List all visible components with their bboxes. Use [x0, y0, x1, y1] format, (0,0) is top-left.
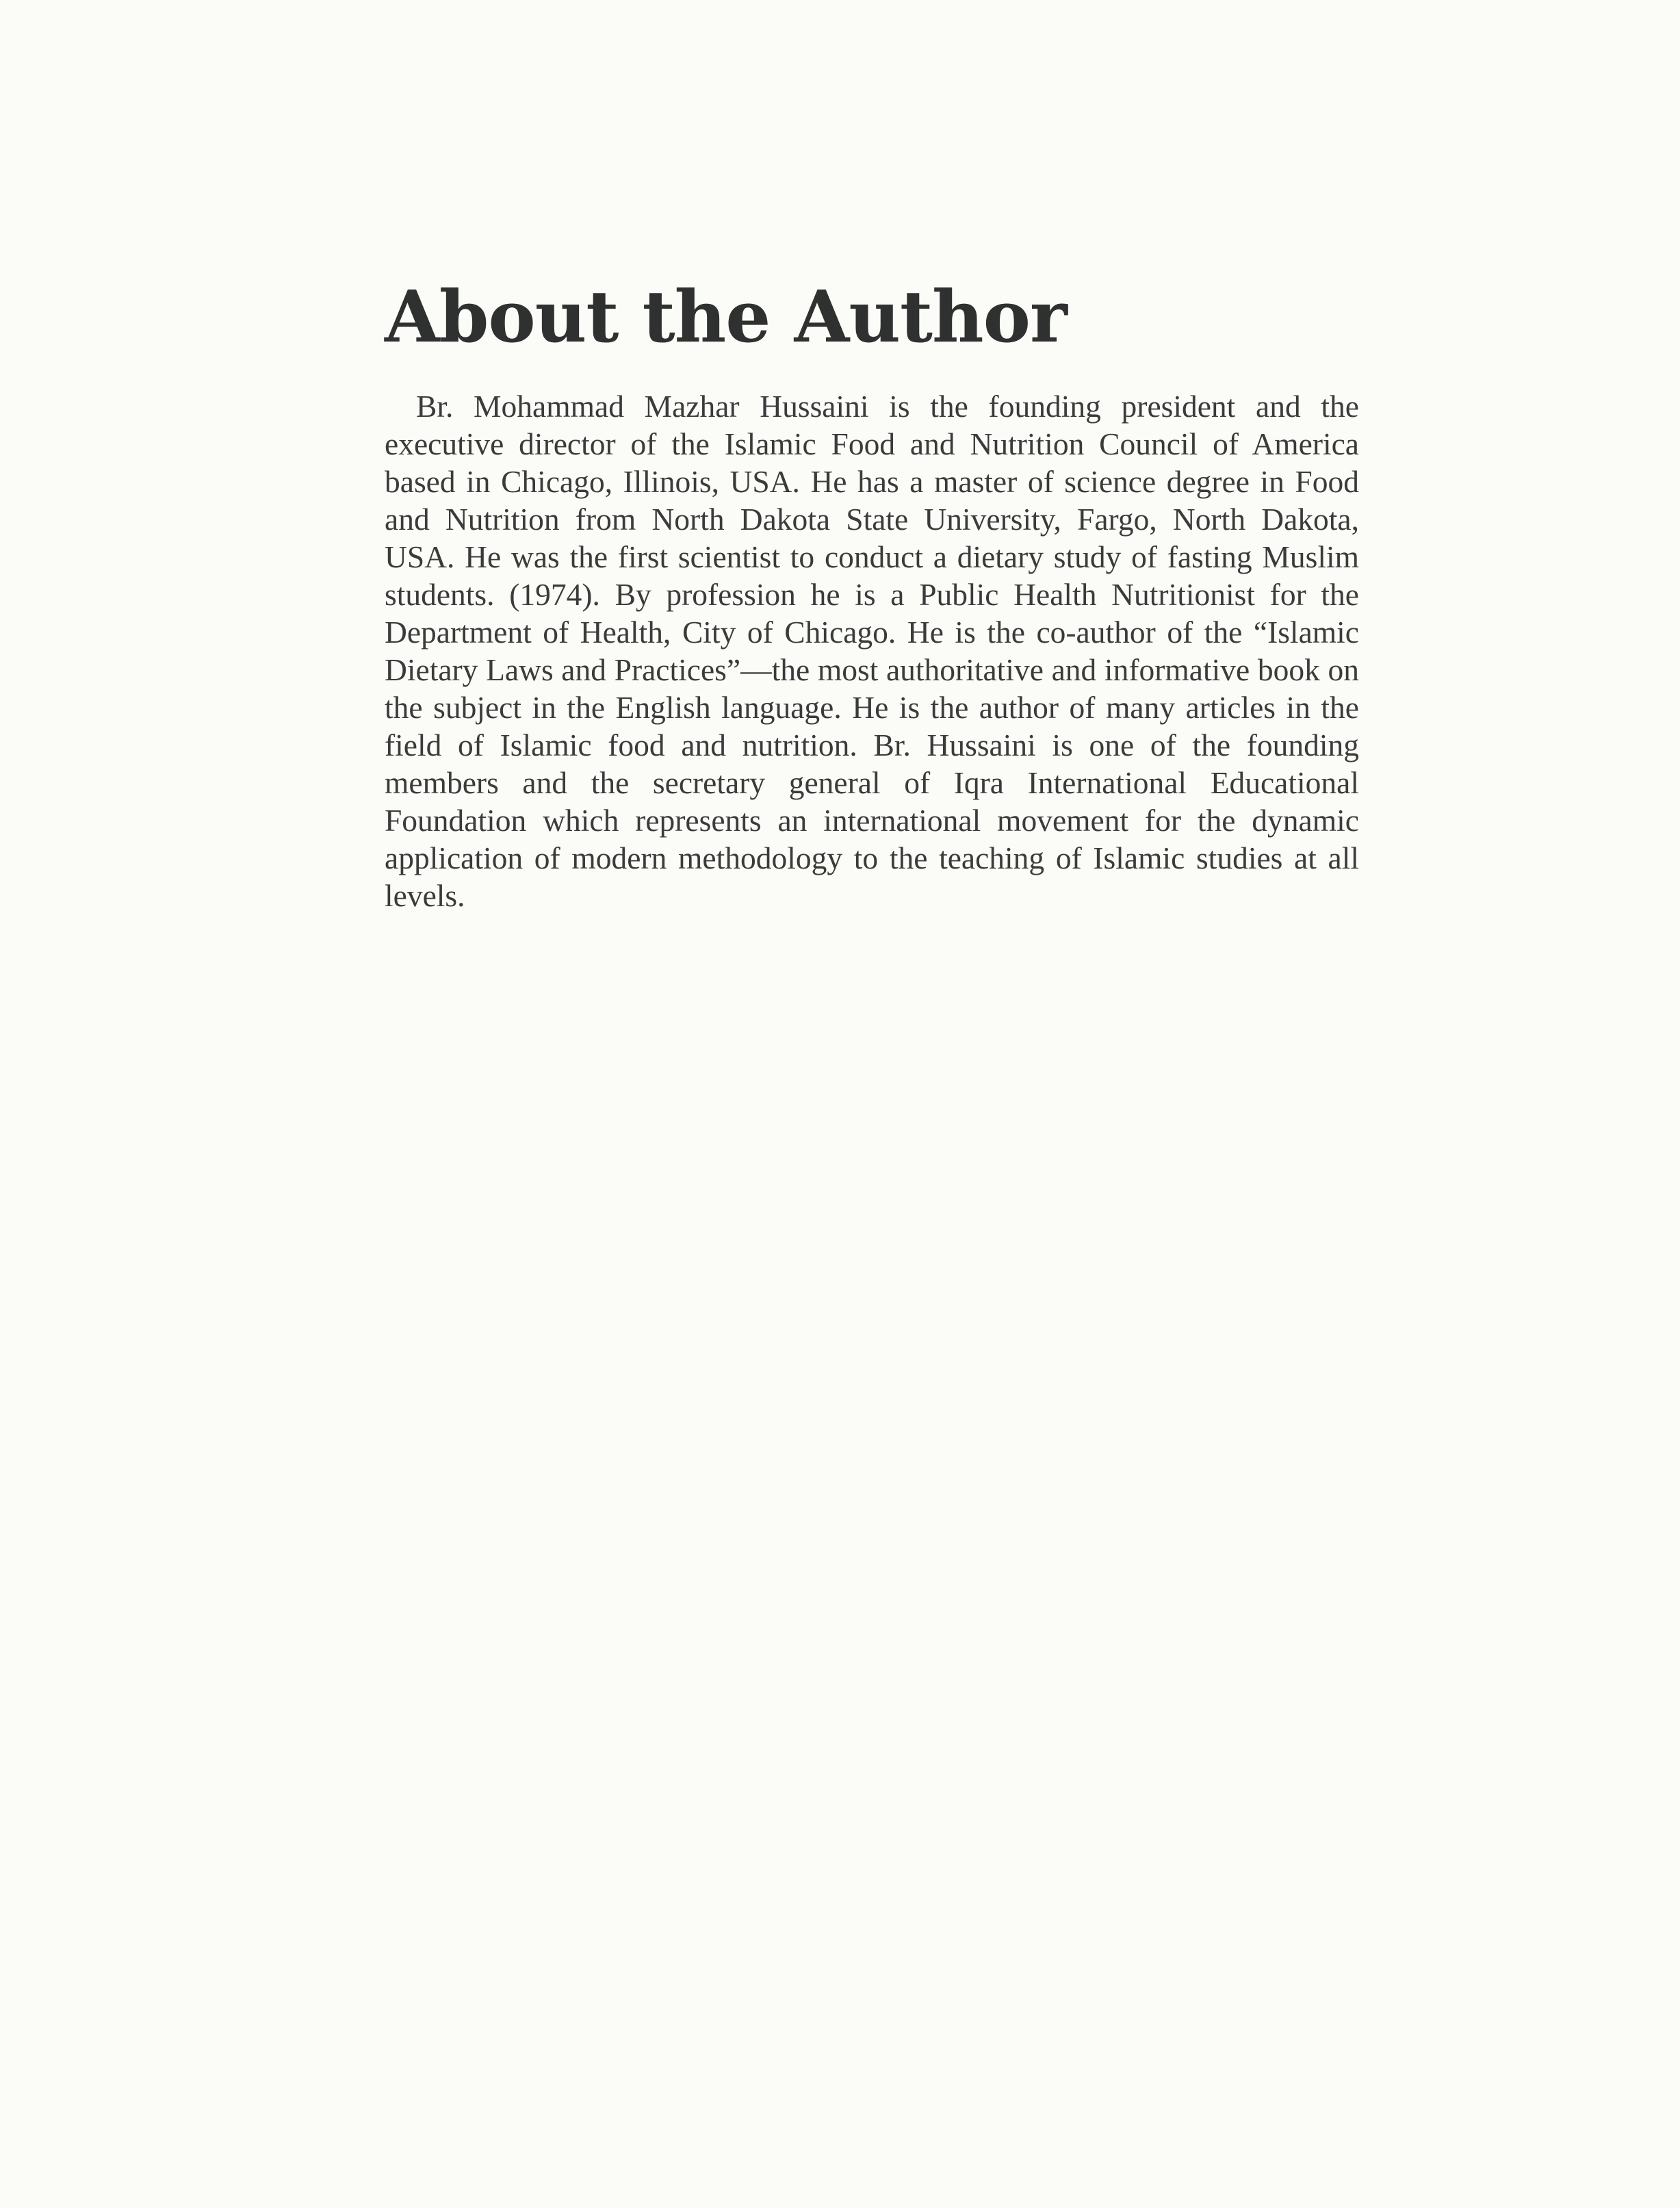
page-title: About the Author	[385, 274, 1067, 359]
about-author-section	[385, 259, 1359, 914]
author-bio-paragraph: Br. Mohammad Mazhar Hussaini is the founding president and the executive director of the Islamic Food and Nutrition Council of America based in Chicago, Illinois, USA. He has a master of science degree in Food and Nutrition from North Dakota State University, Fargo, North Dakota, USA. He was the first scientist to conduct a dietary study of fasting Muslim students. (1974). By profession he is a Public Health Nutritionist for the Department of Health, City of Chicago. He is the co-author of the “Islamic Dietary Laws and Practices”—the most authoritative and informative book on the subject in the English language. He is the author of many articles in the field of Islamic food and nutrition. Br. Hussaini is one of the founding members and the secretary general of Iqra International Educational Foundation which represents an international movement for the dynamic application of modern methodology to the teaching of Islamic studies at all levels.	[385, 389, 1359, 913]
